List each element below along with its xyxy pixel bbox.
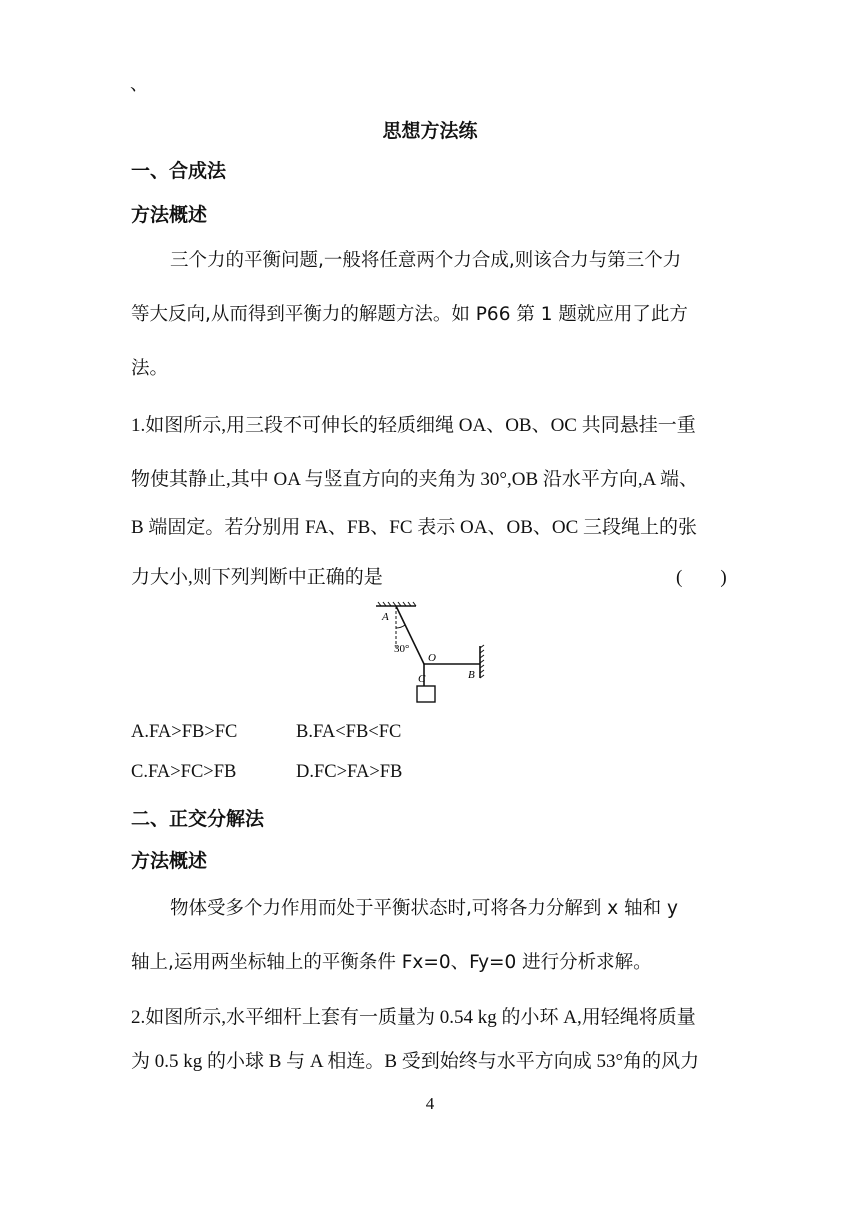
q2-line1: 2.如图所示,水平细杆上套有一质量为 0.54 kg 的小环 A,用轻绳将质量	[131, 1007, 696, 1028]
label-o: O	[428, 652, 436, 664]
angle-arc	[396, 625, 405, 628]
stray-mark: 、	[130, 74, 148, 95]
section2-overview-heading: 方法概述	[131, 850, 208, 872]
q1-line3: B 端固定。若分别用 FA、FB、FC 表示 OA、OB、OC 三段绳上的张	[131, 517, 698, 538]
q1-line1: 1.如图所示,用三段不可伸长的轻质细绳 OA、OB、OC 共同悬挂一重	[131, 415, 696, 436]
section2-overview-line1: 物体受多个力作用而处于平衡状态时,可将各力分解到 x 轴和 y	[170, 898, 678, 919]
q1-line2: 物使其静止,其中 OA 与竖直方向的夹角为 30°,OB 沿水平方向,A 端、	[131, 469, 699, 490]
q1-line4: 力大小,则下列判断中正确的是	[131, 567, 383, 588]
q2-line2: 为 0.5 kg 的小球 B 与 A 相连。B 受到始终与水平方向成 53°角的风力	[131, 1051, 700, 1072]
section2-heading: 二、正交分解法	[131, 808, 265, 830]
section1-overview-heading: 方法概述	[131, 204, 208, 226]
page-number: 4	[425, 1094, 435, 1113]
hanging-weight	[417, 686, 435, 702]
section1-overview-line2: 等大反向,从而得到平衡力的解题方法。如 P66 第 1 题就应用了此方	[131, 304, 688, 325]
label-b: B	[468, 669, 475, 681]
q1-option-b[interactable]: B.FA<FB<FC	[296, 722, 402, 742]
section1-heading: 一、合成法	[131, 160, 227, 182]
label-c: C	[418, 673, 426, 685]
q1-answer-bracket: ( )	[676, 567, 727, 588]
section1-overview-line1: 三个力的平衡问题,一般将任意两个力合成,则该合力与第三个力	[170, 250, 682, 271]
q1-figure-diagram	[368, 598, 498, 710]
q1-option-d[interactable]: D.FC>FA>FB	[296, 762, 403, 782]
label-a: A	[382, 611, 389, 623]
section2-overview-line2: 轴上,运用两坐标轴上的平衡条件 Fx=0、Fy=0 进行分析求解。	[131, 952, 652, 973]
page-title: 思想方法练	[382, 120, 478, 142]
label-angle: 30°	[394, 643, 410, 655]
q1-option-a[interactable]: A.FA>FB>FC	[131, 722, 238, 742]
section1-overview-line3: 法。	[131, 358, 169, 379]
q1-option-c[interactable]: C.FA>FC>FB	[131, 762, 237, 782]
rope-oa	[396, 606, 424, 664]
